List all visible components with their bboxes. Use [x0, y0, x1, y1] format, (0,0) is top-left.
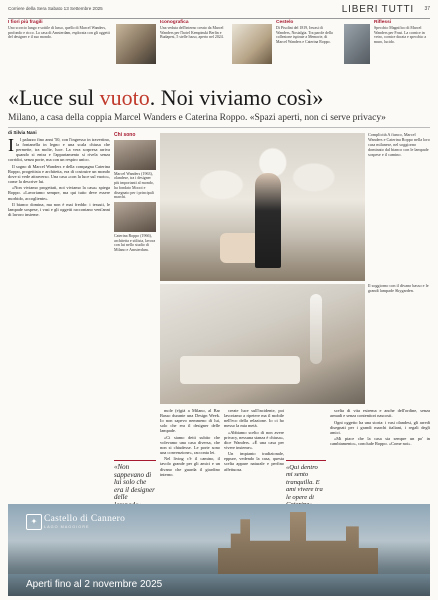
strip-text: Specchio Magnifico di Marcel Wanders per Frasi. La cornice in vetro, cornice dorata e specchio a muro, lucido. [374, 26, 427, 44]
headline-part: «Luce sul [8, 85, 100, 110]
strip-title: Cestelo [276, 20, 294, 25]
paragraph: Un impianto tradizionale, eppure, vedendo la casa, questa scelta appare naturale e perfino affettuosa. [224, 451, 284, 472]
photo-caption: Complicità A fianco, Marcel Wanders e Caterina Roppo nella loro casa milanese, nel soggiorno dominato dal bianco con le lampade sospese e il camino. [368, 132, 430, 157]
strip-photo [232, 24, 272, 64]
article-column-2 [114, 408, 156, 458]
paragraph: Nel living c'è il camino, il tavolo grande per gli amici e un divano che guarda il giardino interno. [160, 456, 220, 477]
pull-quote: «Qui dentro mi sento tranquilla. E ami vivere tra le opere di [286, 460, 326, 508]
strip-item-1 [8, 20, 112, 82]
photo-chair [220, 233, 260, 263]
sidebar-title: Chi sono [114, 132, 136, 138]
paragraph: scelta di vita estrema e anche dell'ordine, senza armadi e senza contenitori nascosti. [330, 408, 430, 419]
photo-person [255, 173, 281, 268]
ad-cta: Aperti fino al 2 novembre 2025 [26, 579, 163, 590]
divider [8, 127, 430, 128]
article-column-4 [160, 408, 220, 500]
paragraph: «Ci siamo detti subito che volevamo una casa diversa, che non si chiudesse. Le porte sono una convenzione», racconta lei. [160, 434, 220, 455]
portrait-photo [114, 140, 156, 170]
headline-accent: vuoto [99, 85, 150, 110]
portrait-photo [114, 202, 156, 232]
ad-tagline: LAGO MAGGIORE [44, 525, 90, 529]
byline: di Silvia Nani [8, 130, 37, 135]
strip-item-3 [232, 20, 340, 82]
bio-text: Caterina Roppo (1966), architetta e stilista, lavora con lui nello studio di Milano e Amsterdam. [114, 232, 156, 253]
ad-brand: Castello di Cannero [44, 514, 126, 524]
paragraph: l palazzo fino anni '50, con l'ingresso in travertino, la fontanella in legno e una scala chiusa che permette, tra molte, luce. La vera sorpresa arriva quando si entra e l'appartamento si rivela senza corridoi, senza porte, ma con un respiro unico. [8, 137, 110, 163]
paragraph: «Mi piace che la casa sia sempre un po' in cambiamento», conclude Roppo. «Come noi». [330, 436, 430, 447]
living-room-photo [160, 284, 365, 404]
advertisement[interactable] [8, 504, 430, 596]
article-column-1 [8, 137, 110, 501]
page-number: 37 [424, 6, 430, 12]
photo-caption: Il soggiorno con il divano basso e le grandi lampade Skygarden. [368, 283, 429, 293]
drop-cap: I [8, 137, 14, 155]
brand-logo-icon: ✦ [26, 514, 42, 530]
strip-title: Iconografica [160, 20, 189, 25]
paragraph: create luce sull'incidente, poi lavoriamo a ripetere ma il mobile nell'eco della relazione. Io ci ho messo la mia metà. [224, 408, 284, 429]
paragraph: mole (e)già a Milano, al Bar Basso durante una Design Week. Io non sapevo nemmeno di lui, solo che era il designer delle lampade. [160, 408, 220, 434]
paragraph: «Abbiamo scelto di non avere privacy, nessuna stanza è chiusa», dice Wanders. «È una casa per vivere insieme». [224, 429, 284, 450]
paragraph: Ogni oggetto ha una storia: i vasi olandesi, gli arredi disegnati per i grandi marchi italiani, i regali degli amici. [330, 419, 430, 435]
strip-item-4 [344, 20, 430, 82]
strip-item-2 [116, 20, 228, 82]
strip-text: Di Pisolini del 1819, Invasi di Wanders, Nostalgia. Tra parole della collezione ispirate a Memorie, di Marcel Wanders e Caterina Roppo. [276, 26, 333, 44]
section-title: LIBERI TUTTI [341, 4, 414, 15]
photo-lamp [310, 294, 322, 364]
paragraph: «Non viviamo progettati, noi viviamo la casa» spiega Roppo. «Lavoriamo sempre, ma qui tutto deve essere morbido, accogliente». [8, 185, 110, 201]
strip-text: Una veduta dell'interno creato da Marcel Wanders per l'hotel Kempinski Berlin e Budapest, 5 stelle lusso, aperto nel 2024. [160, 26, 224, 40]
paragraph: Il bianco domina, ma non è mai freddo: i tessuti, le lampade sospese, i vasi e gli oggetti raccontano vent'anni di lavoro insieme. [8, 202, 110, 218]
strip-photo [116, 24, 156, 64]
article-column-5 [224, 408, 284, 500]
strip-title: Riflessi [374, 20, 392, 25]
photo-sofa [180, 356, 300, 384]
bio-text: Marcel Wanders (1963), olandese, tra i designer più importanti al mondo, ha fondato Moooi e disegnato per i principali marchi. [114, 170, 154, 200]
issue-date: Corriere della Sera Sabato 13 Settembre 2025 [8, 6, 103, 11]
paragraph: Il sogno di Marcel Wanders e della compagna Caterina Roppo, progettista e architetta, era di costruire un mondo dove si vede attraverso. Una casa «con la luce sul vuoto», come la descrive lui. [8, 163, 110, 184]
headline-part: . Noi viviamo così» [149, 85, 324, 110]
article-column-6 [330, 408, 430, 500]
pull-quote: «Non sappevano di lui solo che era il designer delle [114, 460, 156, 510]
strip-title: I fiori più fragili [8, 20, 43, 25]
subhead: Milano, a casa della coppia Marcel Wanders e Caterina Roppo. «Spazi aperti, non ci serve privacy» [8, 113, 386, 123]
main-photo [160, 133, 365, 281]
page-header [8, 4, 430, 19]
strip-photo [344, 24, 370, 64]
headline [8, 86, 430, 110]
bio-sidebar [114, 133, 156, 281]
strip-text: Uno scorcio lungo e sottile di lusso, quello di Marcel Wanders, profondo e ricco. La casa di Amsterdam, esplorata con gli oggetti del designer e il suo mondo. [8, 26, 110, 40]
